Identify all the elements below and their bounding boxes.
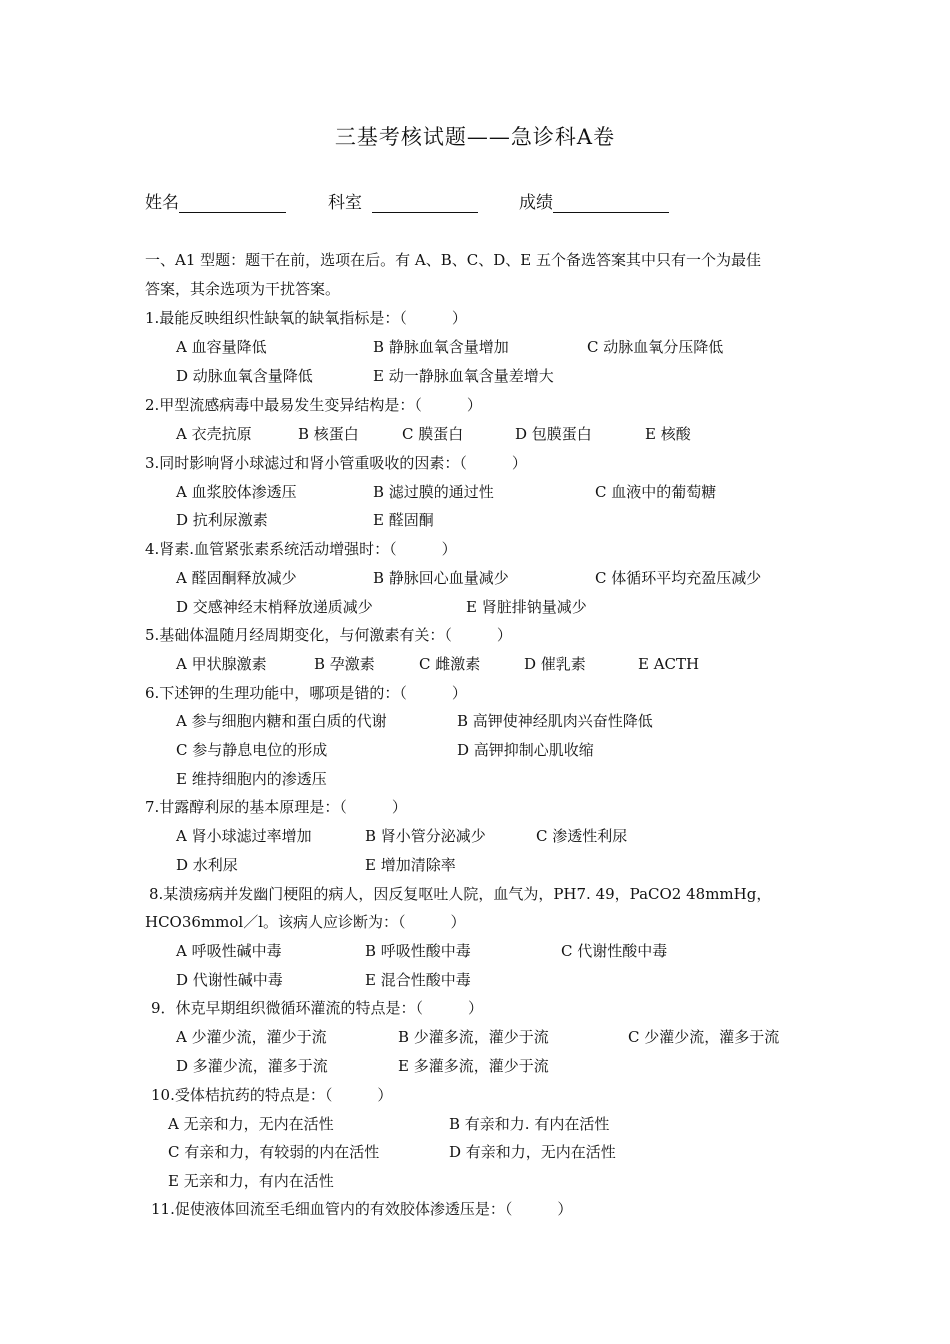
option-c[interactable]: C 代谢性酸中毒	[561, 942, 668, 960]
option-a[interactable]: A 呼吸性碱中毒	[176, 942, 282, 960]
question-stem: 3.同时影响肾小球滤过和肾小管重吸收的因素：（ ）	[145, 454, 527, 472]
option-a[interactable]: A 甲状腺激素	[176, 655, 267, 673]
option-d[interactable]: D 高钾抑制心肌收缩	[457, 741, 594, 759]
score-field[interactable]	[519, 188, 669, 213]
option-b[interactable]: B 滤过膜的通过性	[373, 483, 494, 501]
option-a[interactable]: A 少灌少流，灌少于流	[176, 1028, 327, 1046]
option-c[interactable]: C 渗透性利尿	[536, 827, 628, 845]
name-blank[interactable]	[179, 192, 286, 213]
option-b[interactable]: B 核蛋白	[298, 425, 359, 443]
option-b[interactable]: B 呼吸性酸中毒	[365, 942, 471, 960]
option-d[interactable]: D 抗利尿激素	[176, 511, 268, 529]
option-d[interactable]: D 包膜蛋白	[515, 425, 592, 443]
score-label: 成绩	[519, 193, 553, 213]
option-d[interactable]: D 有亲和力，无内在活性	[449, 1143, 616, 1161]
option-d[interactable]: D 多灌少流，灌多于流	[176, 1057, 328, 1075]
option-e[interactable]: E 无亲和力，有内在活性	[168, 1172, 334, 1190]
question-stem-2: HCO36mmol／l。该病人应诊断为：（ ）	[145, 913, 466, 931]
option-b[interactable]: B 高钾使神经肌肉兴奋性降低	[457, 712, 653, 730]
question-stem: 6.下述钾的生理功能中，哪项是错的：（ ）	[145, 684, 467, 702]
option-d[interactable]: D 动脉血氧含量降低	[176, 367, 313, 385]
option-d[interactable]: D 催乳素	[524, 655, 586, 673]
section-line-1: 一、A1 型题：题干在前，选项在后。有 A、B、C、D、E 五个备选答案其中只有一个为最佳	[145, 251, 761, 269]
option-e[interactable]: E 维持细胞内的渗透压	[176, 770, 327, 788]
option-b[interactable]: B 肾小管分泌减少	[365, 827, 486, 845]
option-a[interactable]: A 血浆胶体渗透压	[176, 483, 297, 501]
question-stem: 1.最能反映组织性缺氧的缺氧指标是：（ ）	[145, 309, 467, 327]
name-field[interactable]	[145, 188, 286, 213]
question-stem: 4.肾素.血管紧张素系统活动增强时：（ ）	[145, 540, 457, 558]
question-stem: 5.基础体温随月经周期变化，与何激素有关：（ ）	[145, 626, 512, 644]
score-blank[interactable]	[553, 192, 669, 213]
option-e[interactable]: E 增加清除率	[365, 856, 456, 874]
option-d[interactable]: D 代谢性碱中毒	[176, 971, 283, 989]
option-c[interactable]: C 少灌少流，灌多于流	[628, 1028, 780, 1046]
name-label: 姓名	[145, 193, 179, 213]
question-stem: 7.甘露醇利尿的基本原理是：（ ）	[145, 798, 407, 816]
option-c[interactable]: C 参与静息电位的形成	[176, 741, 328, 759]
option-e[interactable]: E ACTH	[638, 655, 700, 673]
question-stem: 11.促使液体回流至毛细血管内的有效胶体渗透压是：（ ）	[151, 1200, 573, 1218]
option-a[interactable]: A 肾小球滤过率增加	[176, 827, 312, 845]
option-a[interactable]: A 血容量降低	[176, 338, 267, 356]
option-a[interactable]: A 衣壳抗原	[176, 425, 252, 443]
option-e[interactable]: E 醛固酮	[373, 511, 434, 529]
option-b[interactable]: B 静脉血氧含量增加	[373, 338, 509, 356]
dept-blank[interactable]	[372, 192, 478, 213]
option-c[interactable]: C 体循环平均充盈压减少	[595, 569, 762, 587]
option-d[interactable]: D 水利尿	[176, 856, 238, 874]
question-stem: 9．休克早期组织微循环灌流的特点是：（ ）	[151, 999, 484, 1017]
option-b[interactable]: B 有亲和力. 有内在活性	[449, 1115, 610, 1133]
question-stem: 2.甲型流感病毒中最易发生变异结构是：（ ）	[145, 396, 482, 414]
option-a[interactable]: A 醛固酮释放减少	[176, 569, 297, 587]
page-title: 三基考核试题——急诊科A卷	[334, 125, 616, 149]
option-c[interactable]: C 有亲和力，有较弱的内在活性	[168, 1143, 380, 1161]
option-a[interactable]: A 无亲和力，无内在活性	[168, 1115, 334, 1133]
question-stem: 10.受体桔抗药的特点是：（ ）	[151, 1086, 393, 1104]
option-e[interactable]: E 混合性酸中毒	[365, 971, 471, 989]
option-e[interactable]: E 肾脏排钠量减少	[466, 598, 587, 616]
option-b[interactable]: B 孕激素	[314, 655, 375, 673]
option-c[interactable]: C 血液中的葡萄糖	[595, 483, 717, 501]
option-d[interactable]: D 交感神经末梢释放递质减少	[176, 598, 373, 616]
option-b[interactable]: B 少灌多流，灌少于流	[398, 1028, 549, 1046]
option-e[interactable]: E 多灌多流，灌少于流	[398, 1057, 549, 1075]
option-c[interactable]: C 动脉血氧分压降低	[587, 338, 724, 356]
option-b[interactable]: B 静脉回心血量减少	[373, 569, 509, 587]
option-c[interactable]: C 雌激素	[419, 655, 481, 673]
option-c[interactable]: C 膜蛋白	[402, 425, 464, 443]
option-e[interactable]: E 核酸	[645, 425, 691, 443]
option-e[interactable]: E 动一静脉血氧含量差增大	[373, 367, 554, 385]
dept-label: 科室	[328, 193, 362, 213]
section-line-2: 答案，其余选项为干扰答案。	[145, 280, 341, 298]
question-stem: 8.某溃疡病并发幽门梗阻的病人，因反复呕吐人院，血气为，PH7. 49，PaCO2 48mmHg，	[149, 885, 772, 903]
option-a[interactable]: A 参与细胞内糖和蛋白质的代谢	[176, 712, 387, 730]
dept-field[interactable]	[328, 188, 478, 213]
